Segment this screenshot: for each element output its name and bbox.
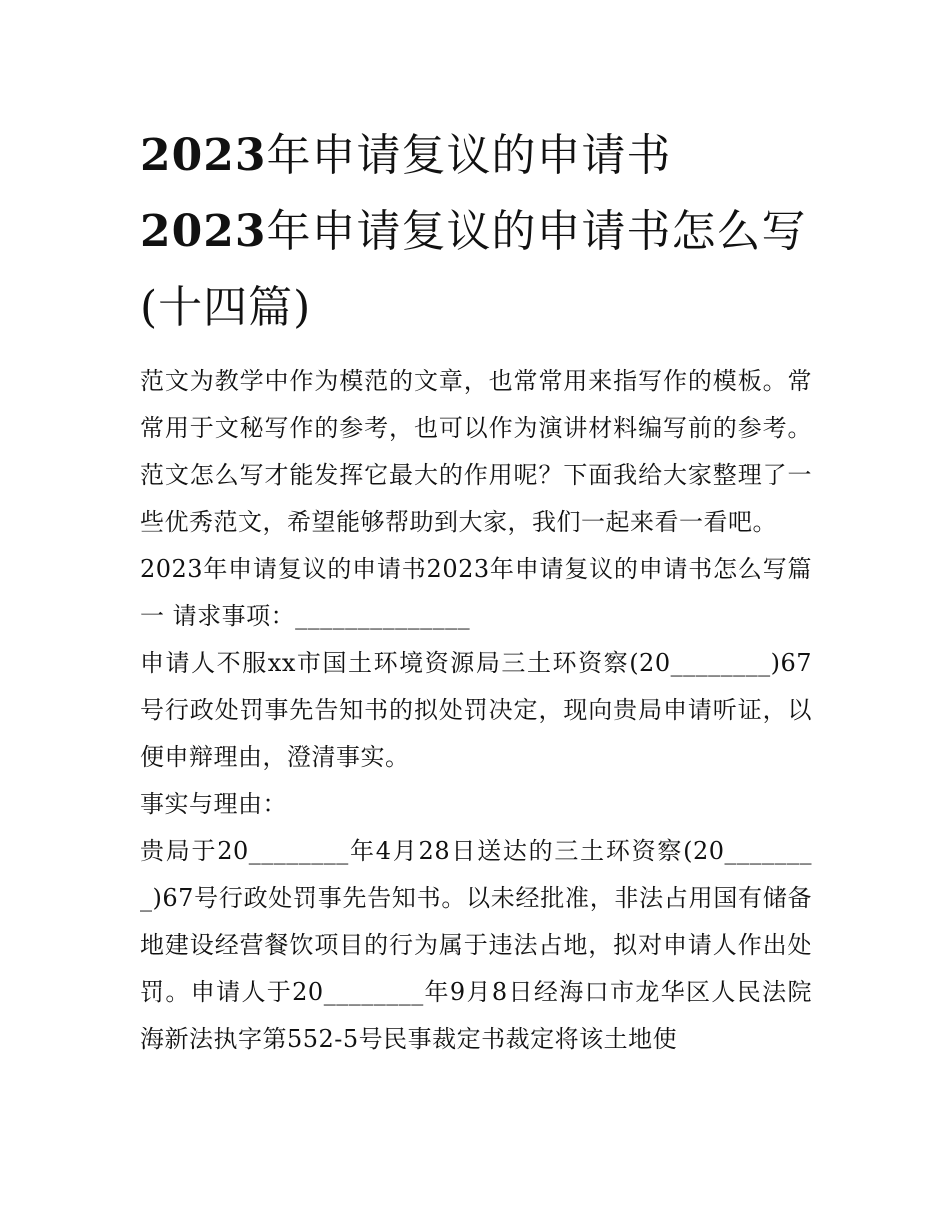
subtitle-text: 年申请复议的申请书怎么写(十四篇) [140, 206, 807, 333]
intro-paragraph: 范文为教学中作为模范的文章，也常常用来指写作的模板。常常用于文秘写作的参考，也可以作为演讲材料编写前的参考。范文怎么写才能发挥它最大的作用呢？下面我给大家整理了一些优秀范文，希望能够帮助到大家，我们一起来看一看吧。 [140, 367, 812, 536]
title-text: 年申请复议的申请书 [266, 130, 672, 181]
document-page [140, 118, 812, 1063]
document-title [140, 118, 812, 346]
facts-heading: 事实与理由： [140, 790, 287, 818]
subtitle-year: 2023 [140, 206, 267, 257]
request-items-paragraph: 2023年申请复议的申请书2023年申请复议的申请书怎么写篇一 请求事项：______________ [140, 555, 812, 630]
facts-paragraph: 贵局于20________年4月28日送达的三土环资察(20________)67号行政处罚事先告知书。以未经批准，非法占用国有储备地建设经营餐饮项目的行为属于违法占地，拟对申请人作出处罚。申请人于20________年9月8日经海口市龙华区人民法院海新法执字第552-5号民事裁定书裁定将该土地使 [140, 837, 812, 1053]
title-year: 2023 [140, 130, 267, 181]
application-paragraph: 申请人不服xx市国土环境资源局三土环资察(20________)67号行政处罚事先告知书的拟处罚决定，现向贵局申请听证，以便申辩理由，澄清事实。 [140, 649, 812, 771]
